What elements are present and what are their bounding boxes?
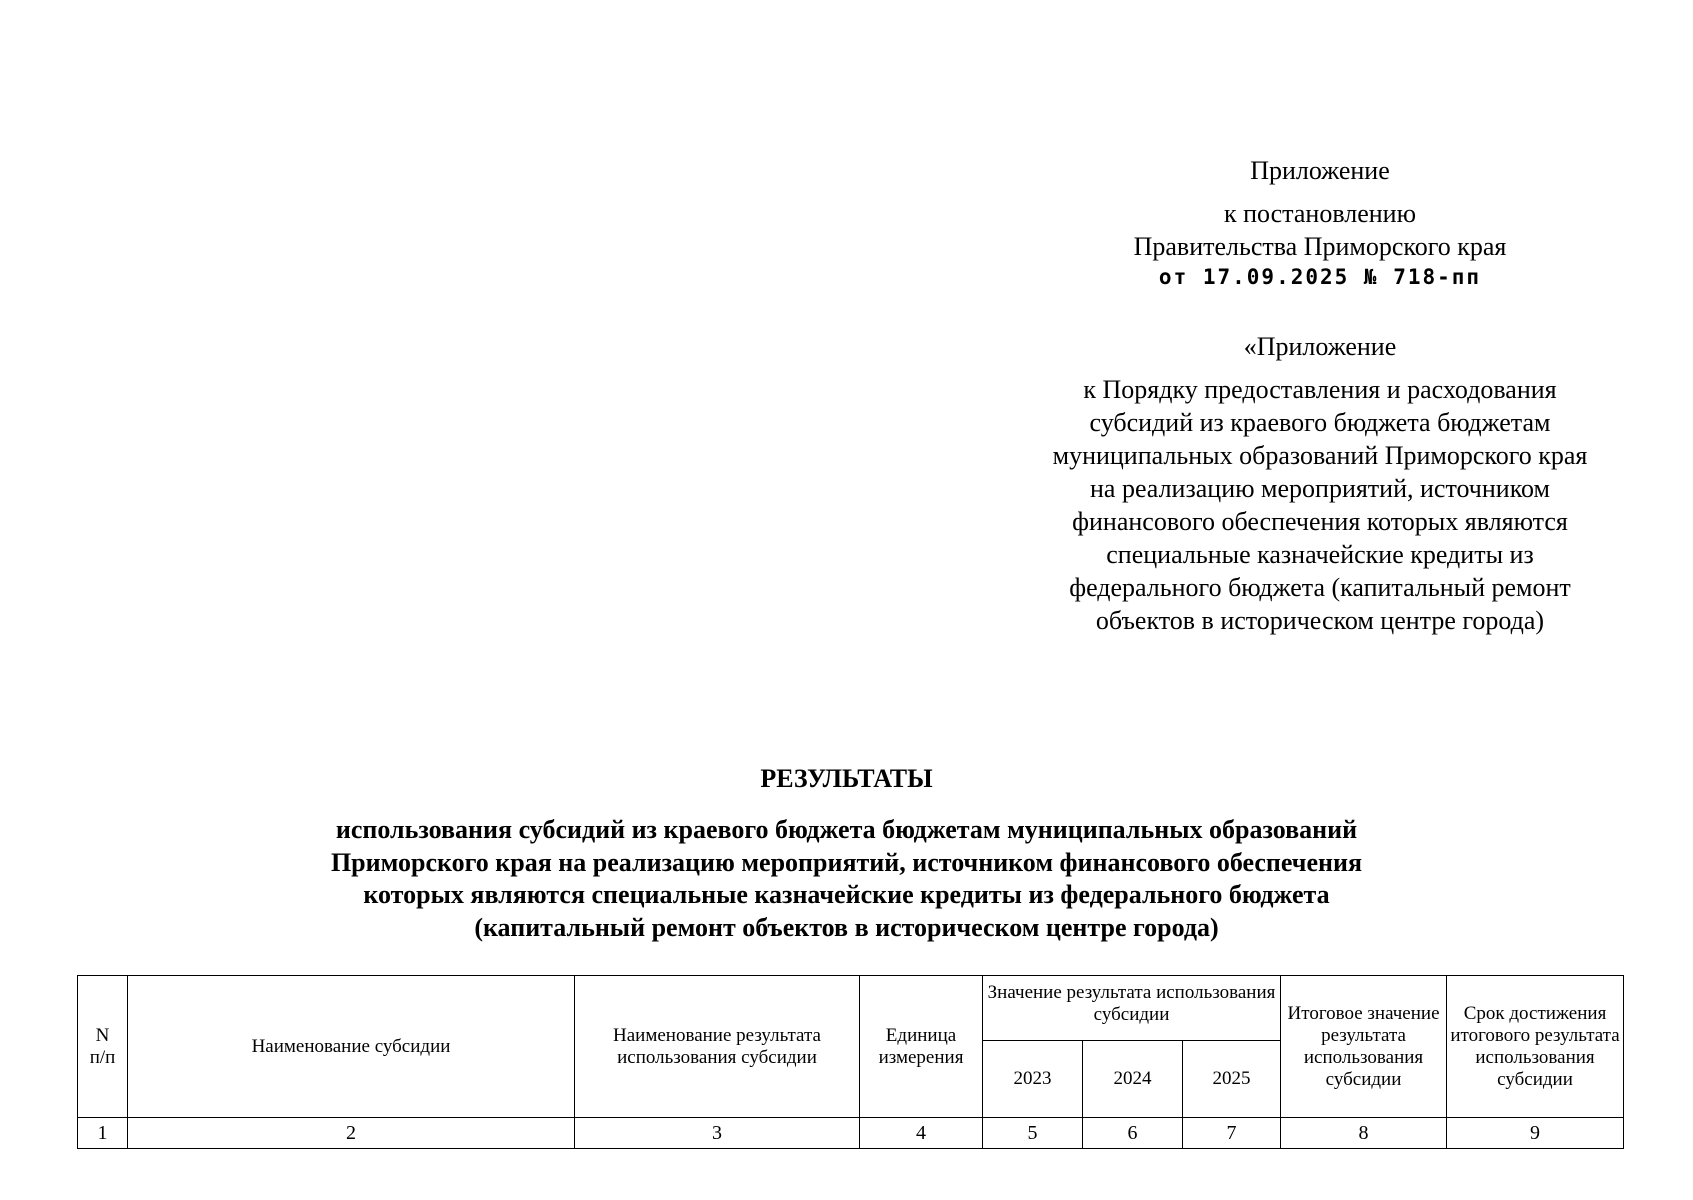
- column-number: 5: [983, 1118, 1083, 1149]
- inner-attachment-header: [1000, 330, 1640, 637]
- results-table: [77, 975, 1624, 1149]
- header-num: [78, 976, 128, 1118]
- header-num-line-1: N: [95, 1024, 110, 1046]
- column-number: 8: [1281, 1118, 1447, 1149]
- header-deadline: Срок достижения итогового результата использования субсидии: [1447, 976, 1624, 1118]
- subtitle-line-4: (капитальный ремонт объектов в историческом центре города): [474, 912, 1219, 942]
- subtitle-line-2: Приморского края на реализацию мероприятий, источником финансового обеспечения: [330, 847, 1363, 877]
- subtitle-line-3: которых являются специальные казначейские кредиты из федерального бюджета: [363, 880, 1330, 909]
- table-header-row-1: [78, 976, 1624, 1041]
- column-number: 1: [78, 1118, 128, 1149]
- column-number: 6: [1083, 1118, 1183, 1149]
- document-title: РЕЗУЛЬТАТЫ: [760, 764, 933, 793]
- inner-attachment-line-4: на реализацию мероприятий, источником: [1090, 474, 1550, 503]
- inner-attachment-line-3: муниципальных образований Приморского края: [1052, 441, 1588, 470]
- header-year-2023: 2023: [983, 1041, 1083, 1118]
- column-number: 4: [860, 1118, 983, 1149]
- inner-attachment-line-6: специальные казначейские кредиты из: [1106, 540, 1534, 569]
- inner-attachment-line-1: к Порядку предоставления и расходования: [1083, 375, 1557, 404]
- header-result-name: Наименование результата использования субсидии: [575, 976, 860, 1118]
- inner-attachment-label: «Приложение: [1243, 332, 1397, 361]
- column-number: 7: [1183, 1118, 1281, 1149]
- header-value-group: Значение результата использования субсидии: [983, 976, 1281, 1041]
- attachment-header: [1000, 154, 1640, 291]
- header-subsidy-name: Наименование субсидии: [128, 976, 575, 1118]
- attachment-label: Приложение: [1250, 156, 1390, 185]
- inner-attachment-line-2: субсидий из краевого бюджета бюджетам: [1089, 408, 1551, 437]
- inner-attachment-line-5: финансового обеспечения которых являются: [1072, 507, 1568, 536]
- header-unit: Единица измерения: [860, 976, 983, 1118]
- inner-attachment-line-7: федерального бюджета (капитальный ремонт: [1069, 573, 1571, 602]
- to-decree-line-2: Правительства Приморского края: [1133, 232, 1507, 261]
- header-year-2024: 2024: [1083, 1041, 1183, 1118]
- subtitle-line-1: использования субсидий из краевого бюджета бюджетам муниципальных образований: [335, 815, 1358, 844]
- header-num-line-2: п/п: [89, 1046, 116, 1068]
- column-number: 2: [128, 1118, 575, 1149]
- to-decree-line-1: к постановлению: [1223, 199, 1417, 228]
- decree-number: от 17.09.2025 № 718-пп: [1158, 265, 1482, 289]
- header-final-value: Итоговое значение результата использования субсидии: [1281, 976, 1447, 1118]
- inner-attachment-line-8: объектов в историческом центре города): [1095, 606, 1545, 635]
- document-subtitle: [0, 814, 1693, 944]
- column-number: 9: [1447, 1118, 1624, 1149]
- column-number-row: [78, 1118, 1624, 1149]
- header-year-2025: 2025: [1183, 1041, 1281, 1118]
- column-number: 3: [575, 1118, 860, 1149]
